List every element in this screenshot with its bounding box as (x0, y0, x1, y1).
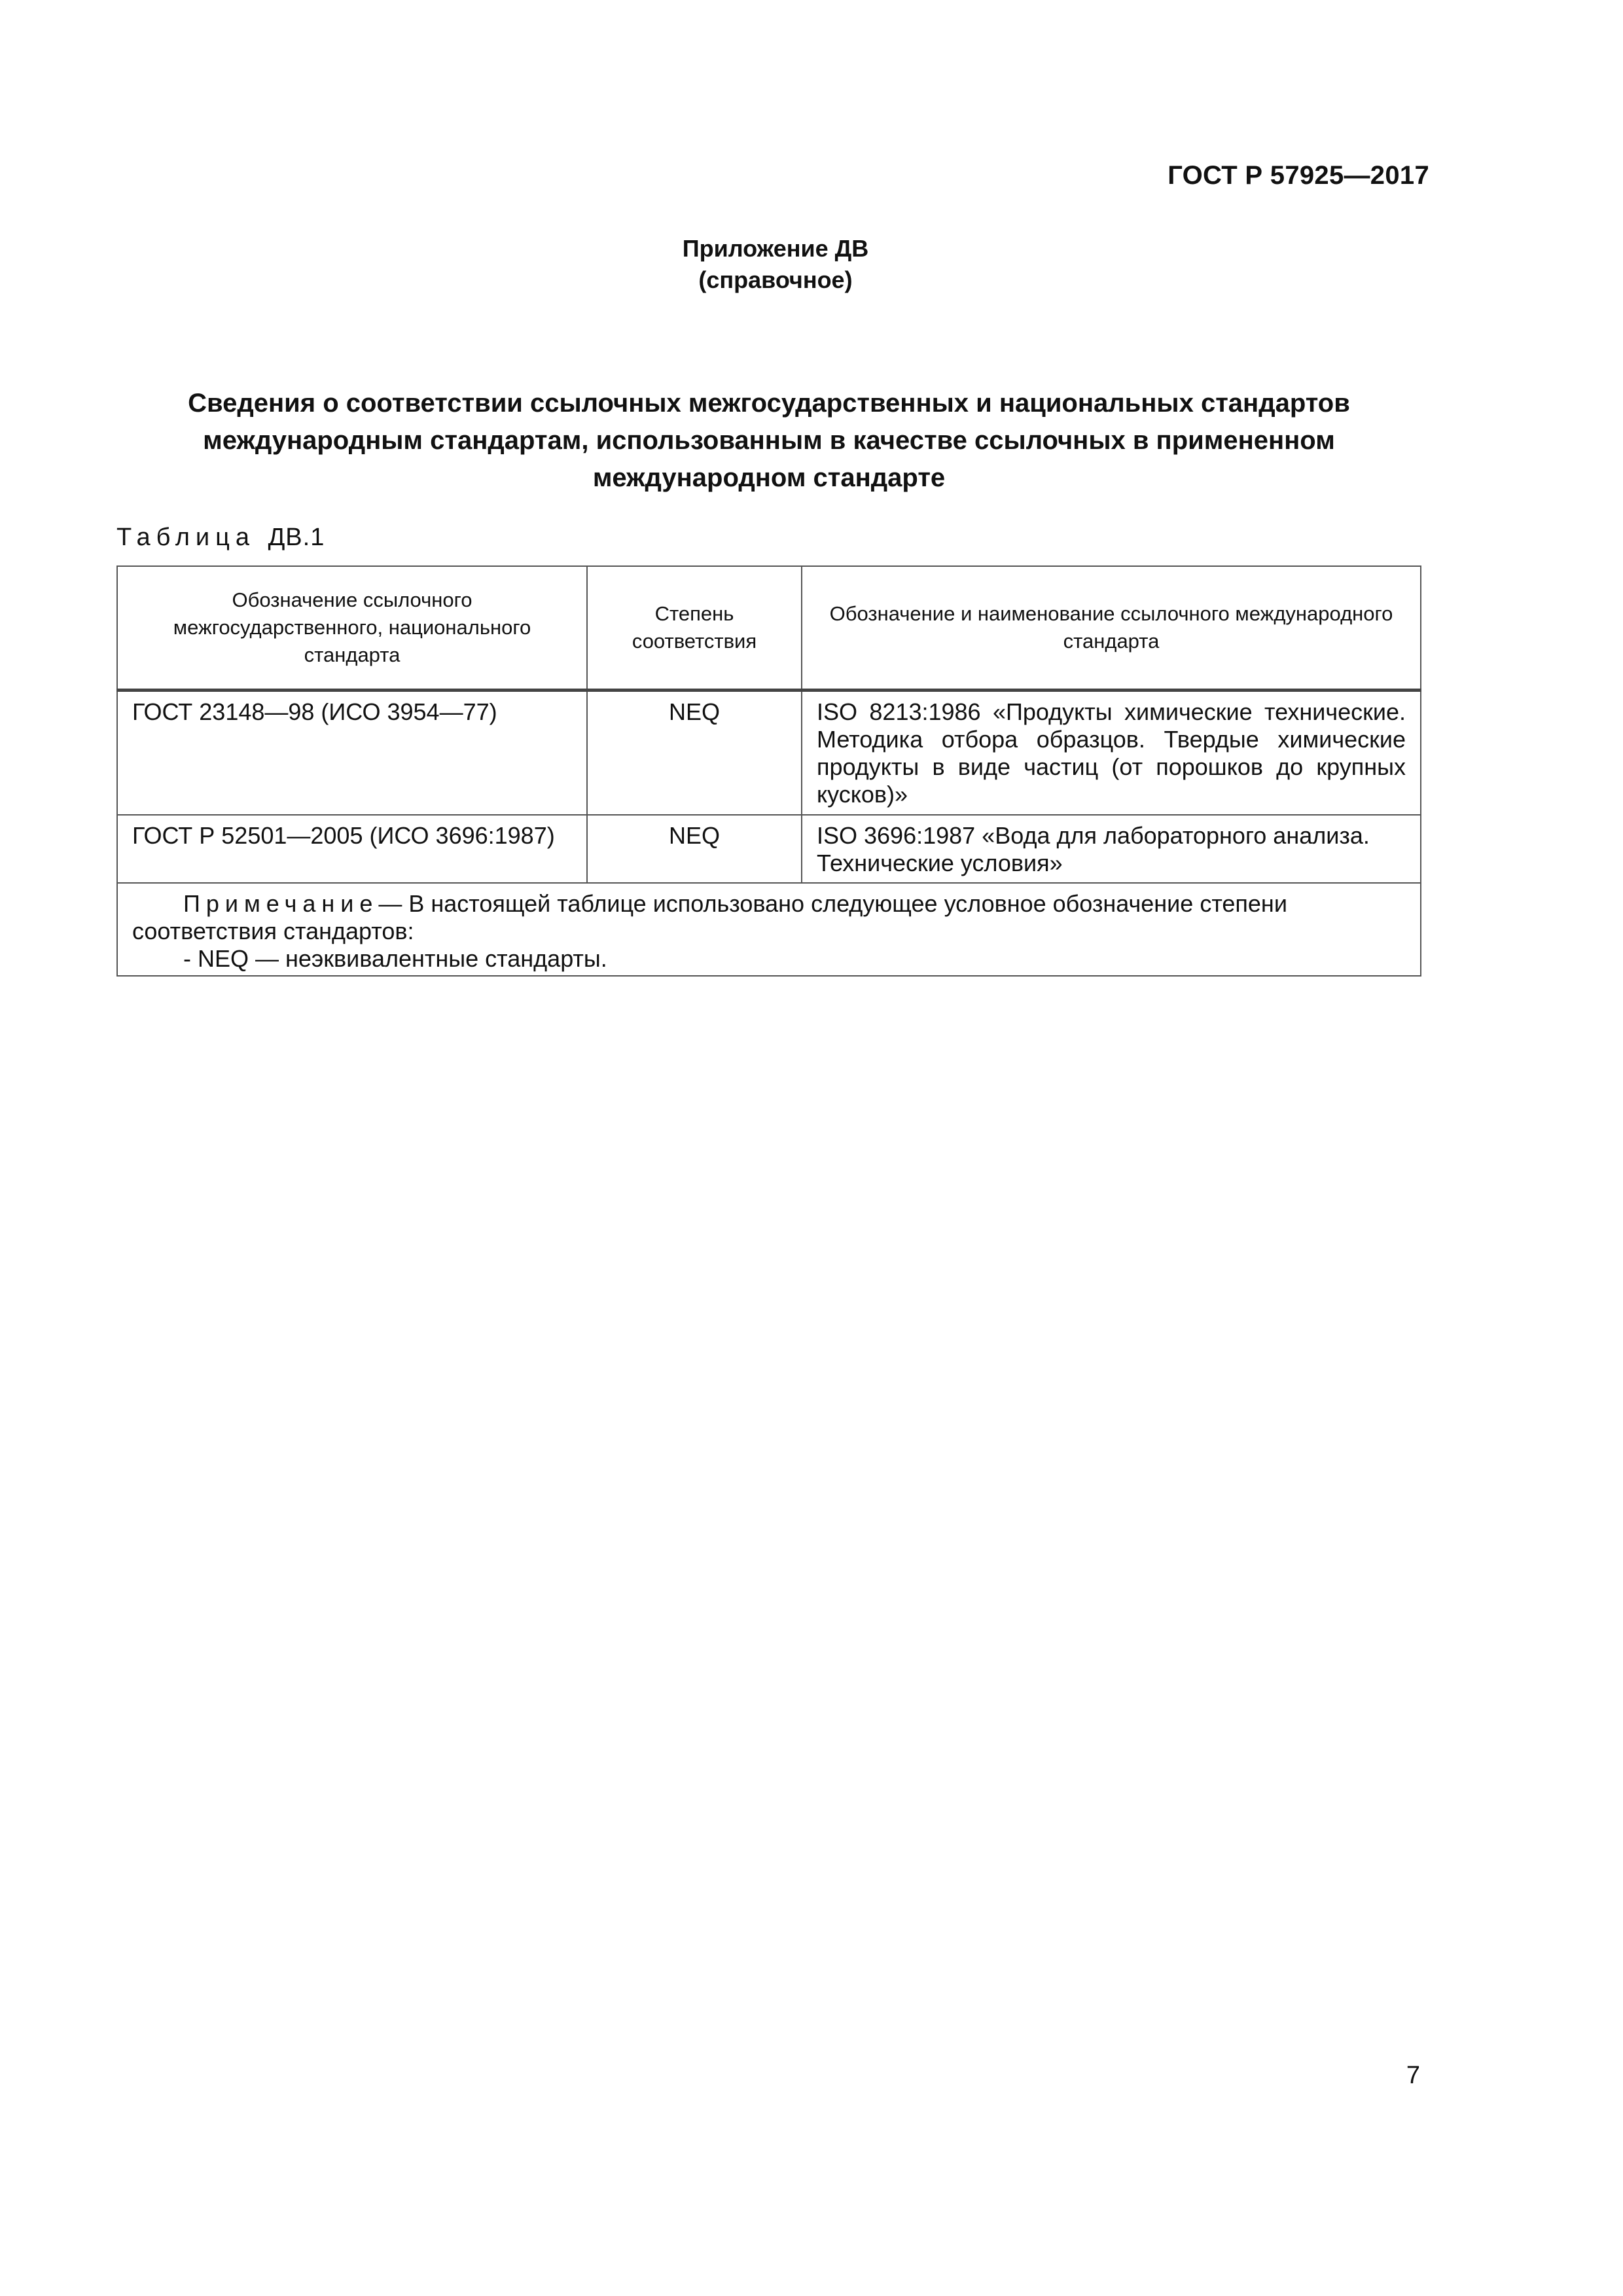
table-caption-number: ДВ.1 (268, 524, 325, 551)
note-item: - NEQ — неэквивалентные стандарты. (183, 944, 607, 972)
cell-national-standard: ГОСТ Р 52501—2005 (ИСО 3696:1987) (117, 815, 587, 883)
cell-degree: NEQ (587, 815, 802, 883)
cell-degree: NEQ (587, 691, 802, 815)
section-title-line-2: международным стандартам, использованным в качестве ссылочных в примененном (203, 426, 1335, 455)
section-title-line-1: Сведения о соответствии ссылочных межгосударственных и национальных стандартов (188, 389, 1350, 418)
note-label: Примечание (183, 889, 379, 917)
page-number: 7 (1406, 2062, 1420, 2089)
table-note-row (117, 883, 1421, 976)
note-text: — В настоящей таблице использовано следующее условное обозначение степени соответствия стандартов: (132, 889, 1287, 944)
appendix-subtitle: (справочное) (698, 266, 853, 293)
note-paragraph (132, 890, 1406, 945)
table-row (117, 691, 1421, 815)
cell-international-standard: ISO 3696:1987 «Вода для лабораторного анализа. Технические условия» (802, 815, 1421, 883)
appendix-heading (0, 233, 1551, 296)
table-caption (116, 524, 325, 552)
header-degree: Степень соответствия (587, 566, 802, 691)
header-national-standard: Обозначение ссылочного межгосударственного, национального стандарта (117, 566, 587, 691)
header-international-standard: Обозначение и наименование ссылочного международного стандарта (802, 566, 1421, 691)
section-title (118, 385, 1420, 497)
appendix-title: Приложение ДВ (682, 235, 869, 262)
cell-national-standard: ГОСТ 23148—98 (ИСО 3954—77) (117, 691, 587, 815)
section-title-line-3: международном стандарте (592, 463, 946, 492)
table-row (117, 815, 1421, 883)
table-note (117, 883, 1421, 976)
table-caption-word: Таблица (116, 524, 255, 551)
document-code: ГОСТ Р 57925—2017 (1168, 161, 1429, 190)
cell-international-standard: ISO 8213:1986 «Продукты химические технические. Методика отбора образцов. Твердые химические продукты в виде частиц (от порошков до крупных кусков)» (802, 691, 1421, 815)
standards-table (116, 565, 1421, 977)
table-header-row (117, 566, 1421, 691)
